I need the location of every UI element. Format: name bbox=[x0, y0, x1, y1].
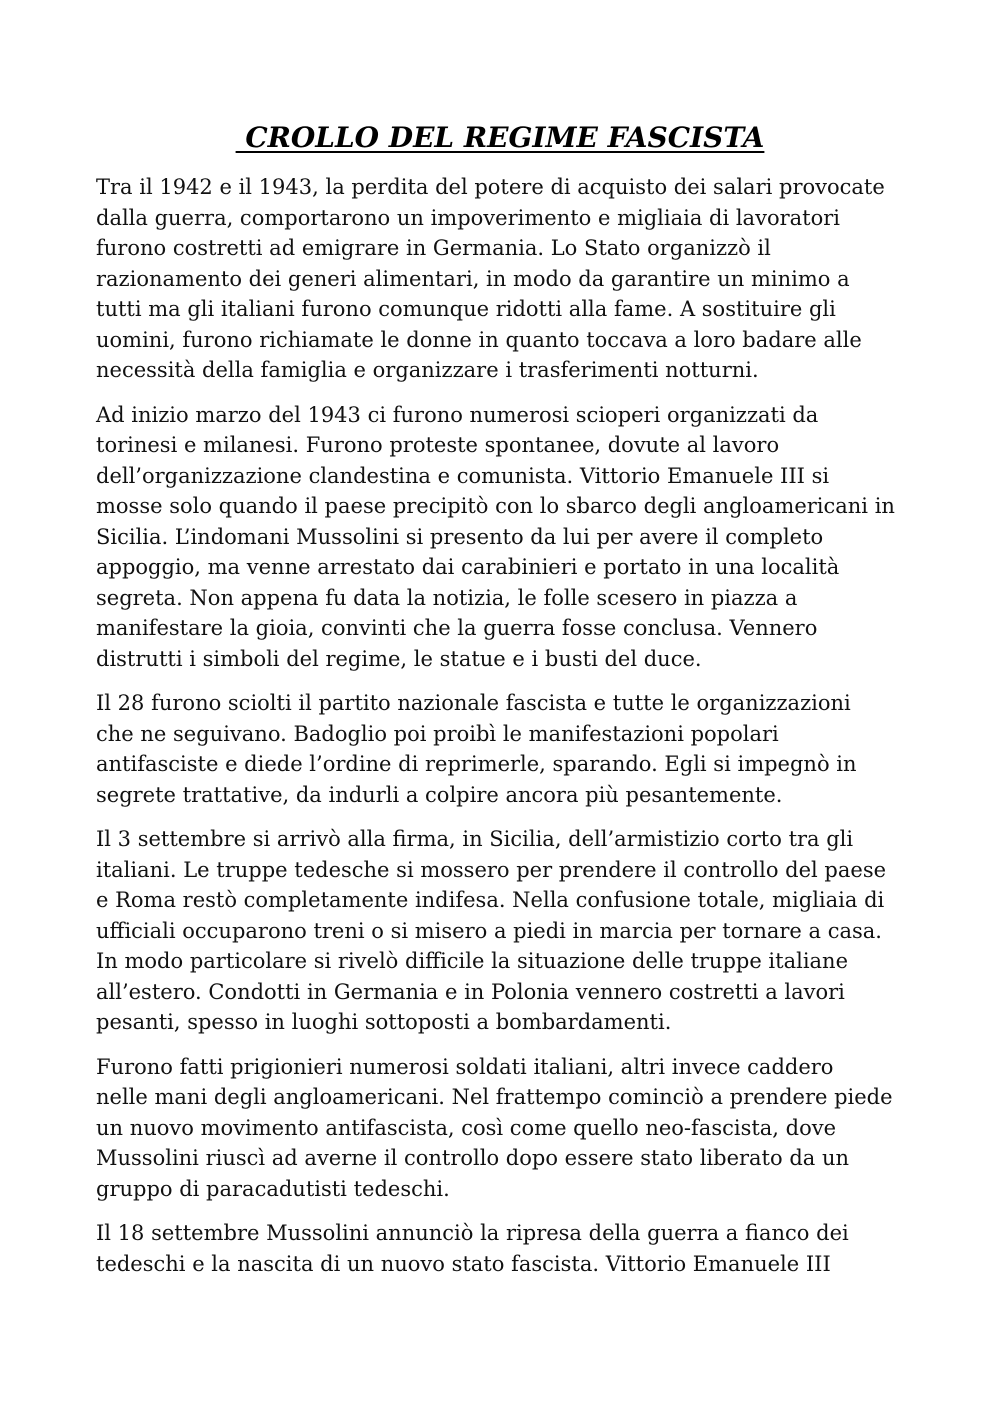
text-line: nelle mani degli angloamericani. Nel frattempo cominciò a prendere piede bbox=[96, 1085, 893, 1109]
document-title: CROLLO DEL REGIME FASCISTA bbox=[235, 121, 765, 154]
paragraph bbox=[96, 1218, 916, 1279]
text-line: ufficiali occuparono treni o si misero a piedi in marcia per tornare a casa. bbox=[96, 918, 882, 943]
paragraph bbox=[96, 400, 916, 675]
text-line: che ne seguivano. Badoglio poi proibì le manifestazioni popolari bbox=[96, 721, 779, 746]
text-line: mosse solo quando il paese precipitò con lo sbarco degli angloamericani in bbox=[96, 494, 895, 518]
text-line: dell’organizzazione clandestina e comunista. Vittorio Emanuele III si bbox=[96, 463, 830, 488]
text-line: Furono fatti prigionieri numerosi soldati italiani, altri invece caddero bbox=[96, 1054, 834, 1079]
text-line: Il 28 furono sciolti il partito nazionale fascista e tutte le organizzazioni bbox=[96, 691, 851, 715]
text-line: uomini, furono richiamate le donne in quanto toccava a loro badare alle bbox=[96, 327, 862, 352]
text-line: Sicilia. L’indomani Mussolini si presento da lui per avere il completo bbox=[96, 524, 824, 549]
text-line: torinesi e milanesi. Furono proteste spontanee, dovute al lavoro bbox=[96, 433, 780, 457]
text-line: manifestare la gioia, convinti che la guerra fosse conclusa. Vennero bbox=[96, 616, 818, 640]
document-body bbox=[96, 172, 916, 1293]
paragraph bbox=[96, 824, 916, 1038]
text-line: tutti ma gli italiani furono comunque ridotti alla fame. A sostituire gli bbox=[96, 297, 836, 321]
text-line: Il 3 settembre si arrivò alla firma, in Sicilia, dell’armistizio corto tra gli bbox=[96, 827, 854, 851]
paragraph bbox=[96, 688, 916, 810]
text-line: gruppo di paracadutisti tedeschi. bbox=[96, 1176, 450, 1201]
text-line: necessità della famiglia e organizzare i trasferimenti notturni. bbox=[96, 358, 759, 382]
text-line: dalla guerra, comportarono un impoverimento e migliaia di lavoratori bbox=[96, 205, 840, 230]
paragraph bbox=[96, 172, 916, 386]
text-line: Il 18 settembre Mussolini annunciò la ripresa della guerra a fianco dei bbox=[96, 1221, 849, 1245]
text-line: e Roma restò completamente indifesa. Nella confusione totale, migliaia di bbox=[96, 888, 885, 912]
text-line: pesanti, spesso in luoghi sottoposti a bombardamenti. bbox=[96, 1010, 672, 1034]
paragraph bbox=[96, 1052, 916, 1205]
text-line: Mussolini riuscì ad averne il controllo dopo essere stato liberato da un bbox=[96, 1146, 850, 1170]
text-line: un nuovo movimento antifascista, così come quello neo-fascista, dove bbox=[96, 1115, 837, 1140]
text-line: appoggio, ma venne arrestato dai carabinieri e portato in una località bbox=[96, 555, 840, 579]
text-line: In modo particolare si rivelò difficile la situazione delle truppe italiane bbox=[96, 949, 849, 973]
text-line: all’estero. Condotti in Germania e in Polonia vennero costretti a lavori bbox=[96, 979, 845, 1004]
text-line: Ad inizio marzo del 1943 ci furono numerosi scioperi organizzati da bbox=[96, 402, 819, 427]
text-line: distrutti i simboli del regime, le statue e i busti del duce. bbox=[96, 646, 702, 671]
text-line: italiani. Le truppe tedesche si mossero per prendere il controllo del paese bbox=[96, 857, 887, 882]
text-line: segreta. Non appena fu data la notizia, le folle scesero in piazza a bbox=[96, 585, 798, 610]
text-line: Tra il 1942 e il 1943, la perdita del potere di acquisto dei salari provocate bbox=[96, 175, 885, 199]
text-line: segrete trattative, da indurli a colpire ancora più pesantemente. bbox=[96, 782, 783, 807]
text-line: furono costretti ad emigrare in Germania. Lo Stato organizzò il bbox=[96, 236, 771, 260]
text-line: tedeschi e la nascita di un nuovo stato fascista. Vittorio Emanuele III bbox=[96, 1251, 831, 1276]
text-line: razionamento dei generi alimentari, in modo da garantire un minimo a bbox=[96, 266, 850, 291]
text-line: antifasciste e diede l’ordine di reprimerle, sparando. Egli si impegnò in bbox=[96, 752, 857, 776]
